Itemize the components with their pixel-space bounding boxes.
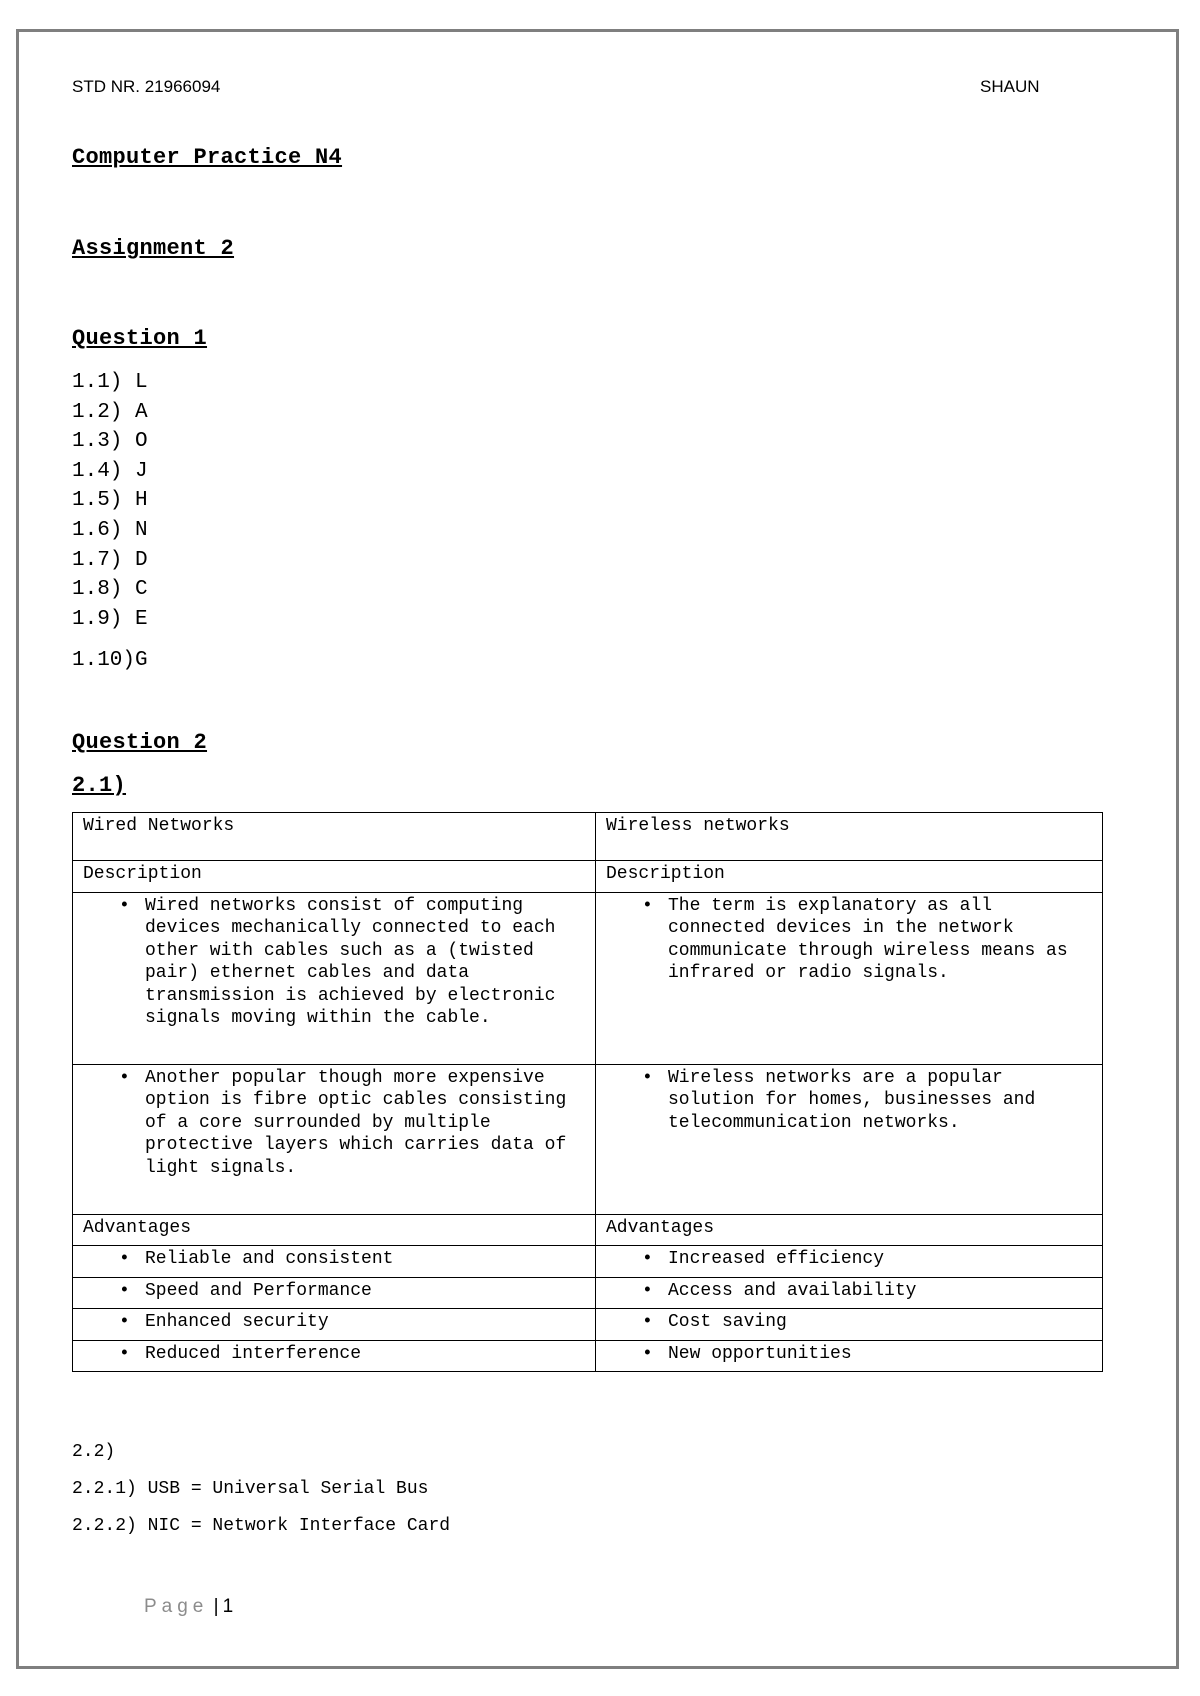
- bullet-icon: •: [119, 1249, 130, 1269]
- wired-advantage: Reliable and consistent: [145, 1249, 394, 1269]
- bullet-icon: •: [119, 1280, 130, 1301]
- wireless-advantage: Cost saving: [668, 1312, 787, 1332]
- wireless-description: The term is explanatory as all connected devices in the network communicate through wireless means as infrared or radio signals.: [668, 895, 1068, 983]
- table-cell: [596, 892, 1103, 1064]
- answer-item: 1.3) O: [72, 430, 148, 454]
- table-row: [73, 1340, 1103, 1372]
- bullet-icon: •: [119, 1343, 130, 1364]
- answer-2-2-2: 2.2.2) NIC = Network Interface Card: [72, 1516, 451, 1536]
- table-cell: [73, 1340, 596, 1372]
- wired-advantage: Enhanced security: [145, 1312, 329, 1332]
- bullet-icon: •: [642, 895, 653, 916]
- description-label: Description: [73, 861, 596, 893]
- bullet-icon: •: [642, 1280, 653, 1301]
- table-cell: [73, 1309, 596, 1341]
- advantages-label: Advantages: [596, 1214, 1103, 1246]
- wireless-advantage: Increased efficiency: [668, 1249, 885, 1269]
- answer-item: 1.9) E: [72, 607, 148, 631]
- network-comparison-table: [72, 812, 1103, 1372]
- table-row: [73, 1246, 1103, 1278]
- document-title: Computer Practice N4: [72, 145, 343, 170]
- bullet-icon: •: [642, 1343, 653, 1364]
- answer-item: 1.10)G: [72, 649, 148, 673]
- student-number: STD NR. 21966094: [72, 77, 221, 96]
- bullet-icon: •: [642, 1312, 653, 1332]
- table-row: [73, 1064, 1103, 1214]
- student-name: SHAUN: [980, 77, 1040, 96]
- table-cell: [73, 1064, 596, 1214]
- table-cell: [596, 1277, 1103, 1309]
- answer-item: 1.4) J: [72, 459, 148, 483]
- question-2-2-label: 2.2): [72, 1442, 116, 1462]
- table-cell: [596, 1309, 1103, 1341]
- wireless-advantage: Access and availability: [668, 1280, 917, 1301]
- bullet-icon: •: [642, 1249, 653, 1269]
- wired-advantage: Reduced interference: [145, 1343, 362, 1364]
- assignment-heading: Assignment 2: [72, 236, 235, 261]
- table-row: [73, 861, 1103, 893]
- description-label: Description: [596, 861, 1103, 893]
- advantages-label: Advantages: [73, 1214, 596, 1246]
- wired-description: Wired networks consist of computing devices mechanically connected to each other with cables such as a (twisted pair) ethernet cables and data transmission is achieved by electronic signals moving within the cable.: [145, 895, 556, 1028]
- table-cell: [596, 1340, 1103, 1372]
- bullet-icon: •: [119, 1312, 130, 1332]
- answer-2-2-1: 2.2.1) USB = Universal Serial Bus: [72, 1479, 429, 1499]
- table-row: [73, 813, 1103, 861]
- table-cell: [73, 892, 596, 1064]
- table-row: [73, 1277, 1103, 1309]
- table-cell: [596, 1246, 1103, 1278]
- table-row: [73, 1309, 1103, 1341]
- answer-item: 1.8) C: [72, 578, 148, 602]
- page-footer: [144, 1596, 233, 1618]
- answer-item: 1.2) A: [72, 400, 148, 424]
- question-1-answers: [72, 368, 148, 676]
- wired-networks-header: Wired Networks: [73, 813, 596, 861]
- wired-description: Another popular though more expensive option is fibre optic cables consisting of a core surrounded by multiple protective layers which carries data of light signals.: [145, 1067, 567, 1178]
- table-row: [73, 892, 1103, 1064]
- question-2-heading: Question 2: [72, 730, 208, 755]
- table-row: [73, 1214, 1103, 1246]
- table-cell: [73, 1277, 596, 1309]
- page-number: 1: [222, 1596, 234, 1617]
- answer-item: 1.1) L: [72, 371, 148, 394]
- answer-item: 1.5) H: [72, 489, 148, 513]
- bullet-icon: •: [119, 1067, 130, 1088]
- wireless-advantage: New opportunities: [668, 1343, 852, 1364]
- bullet-icon: •: [642, 1067, 653, 1088]
- bullet-icon: •: [119, 895, 130, 916]
- wired-advantage: Speed and Performance: [145, 1280, 372, 1301]
- answer-item: 1.6) N: [72, 518, 148, 542]
- page-separator: |: [213, 1596, 219, 1617]
- wireless-description: Wireless networks are a popular solution for homes, businesses and telecommunication networks.: [668, 1067, 1036, 1133]
- question-2-1-heading: 2.1): [72, 773, 127, 798]
- wireless-networks-header: Wireless networks: [596, 813, 1103, 861]
- page-label: Page: [144, 1596, 209, 1617]
- question-1-heading: Question 1: [72, 326, 208, 351]
- table-cell: [73, 1246, 596, 1278]
- answer-item: 1.7) D: [72, 548, 148, 572]
- table-cell: [596, 1064, 1103, 1214]
